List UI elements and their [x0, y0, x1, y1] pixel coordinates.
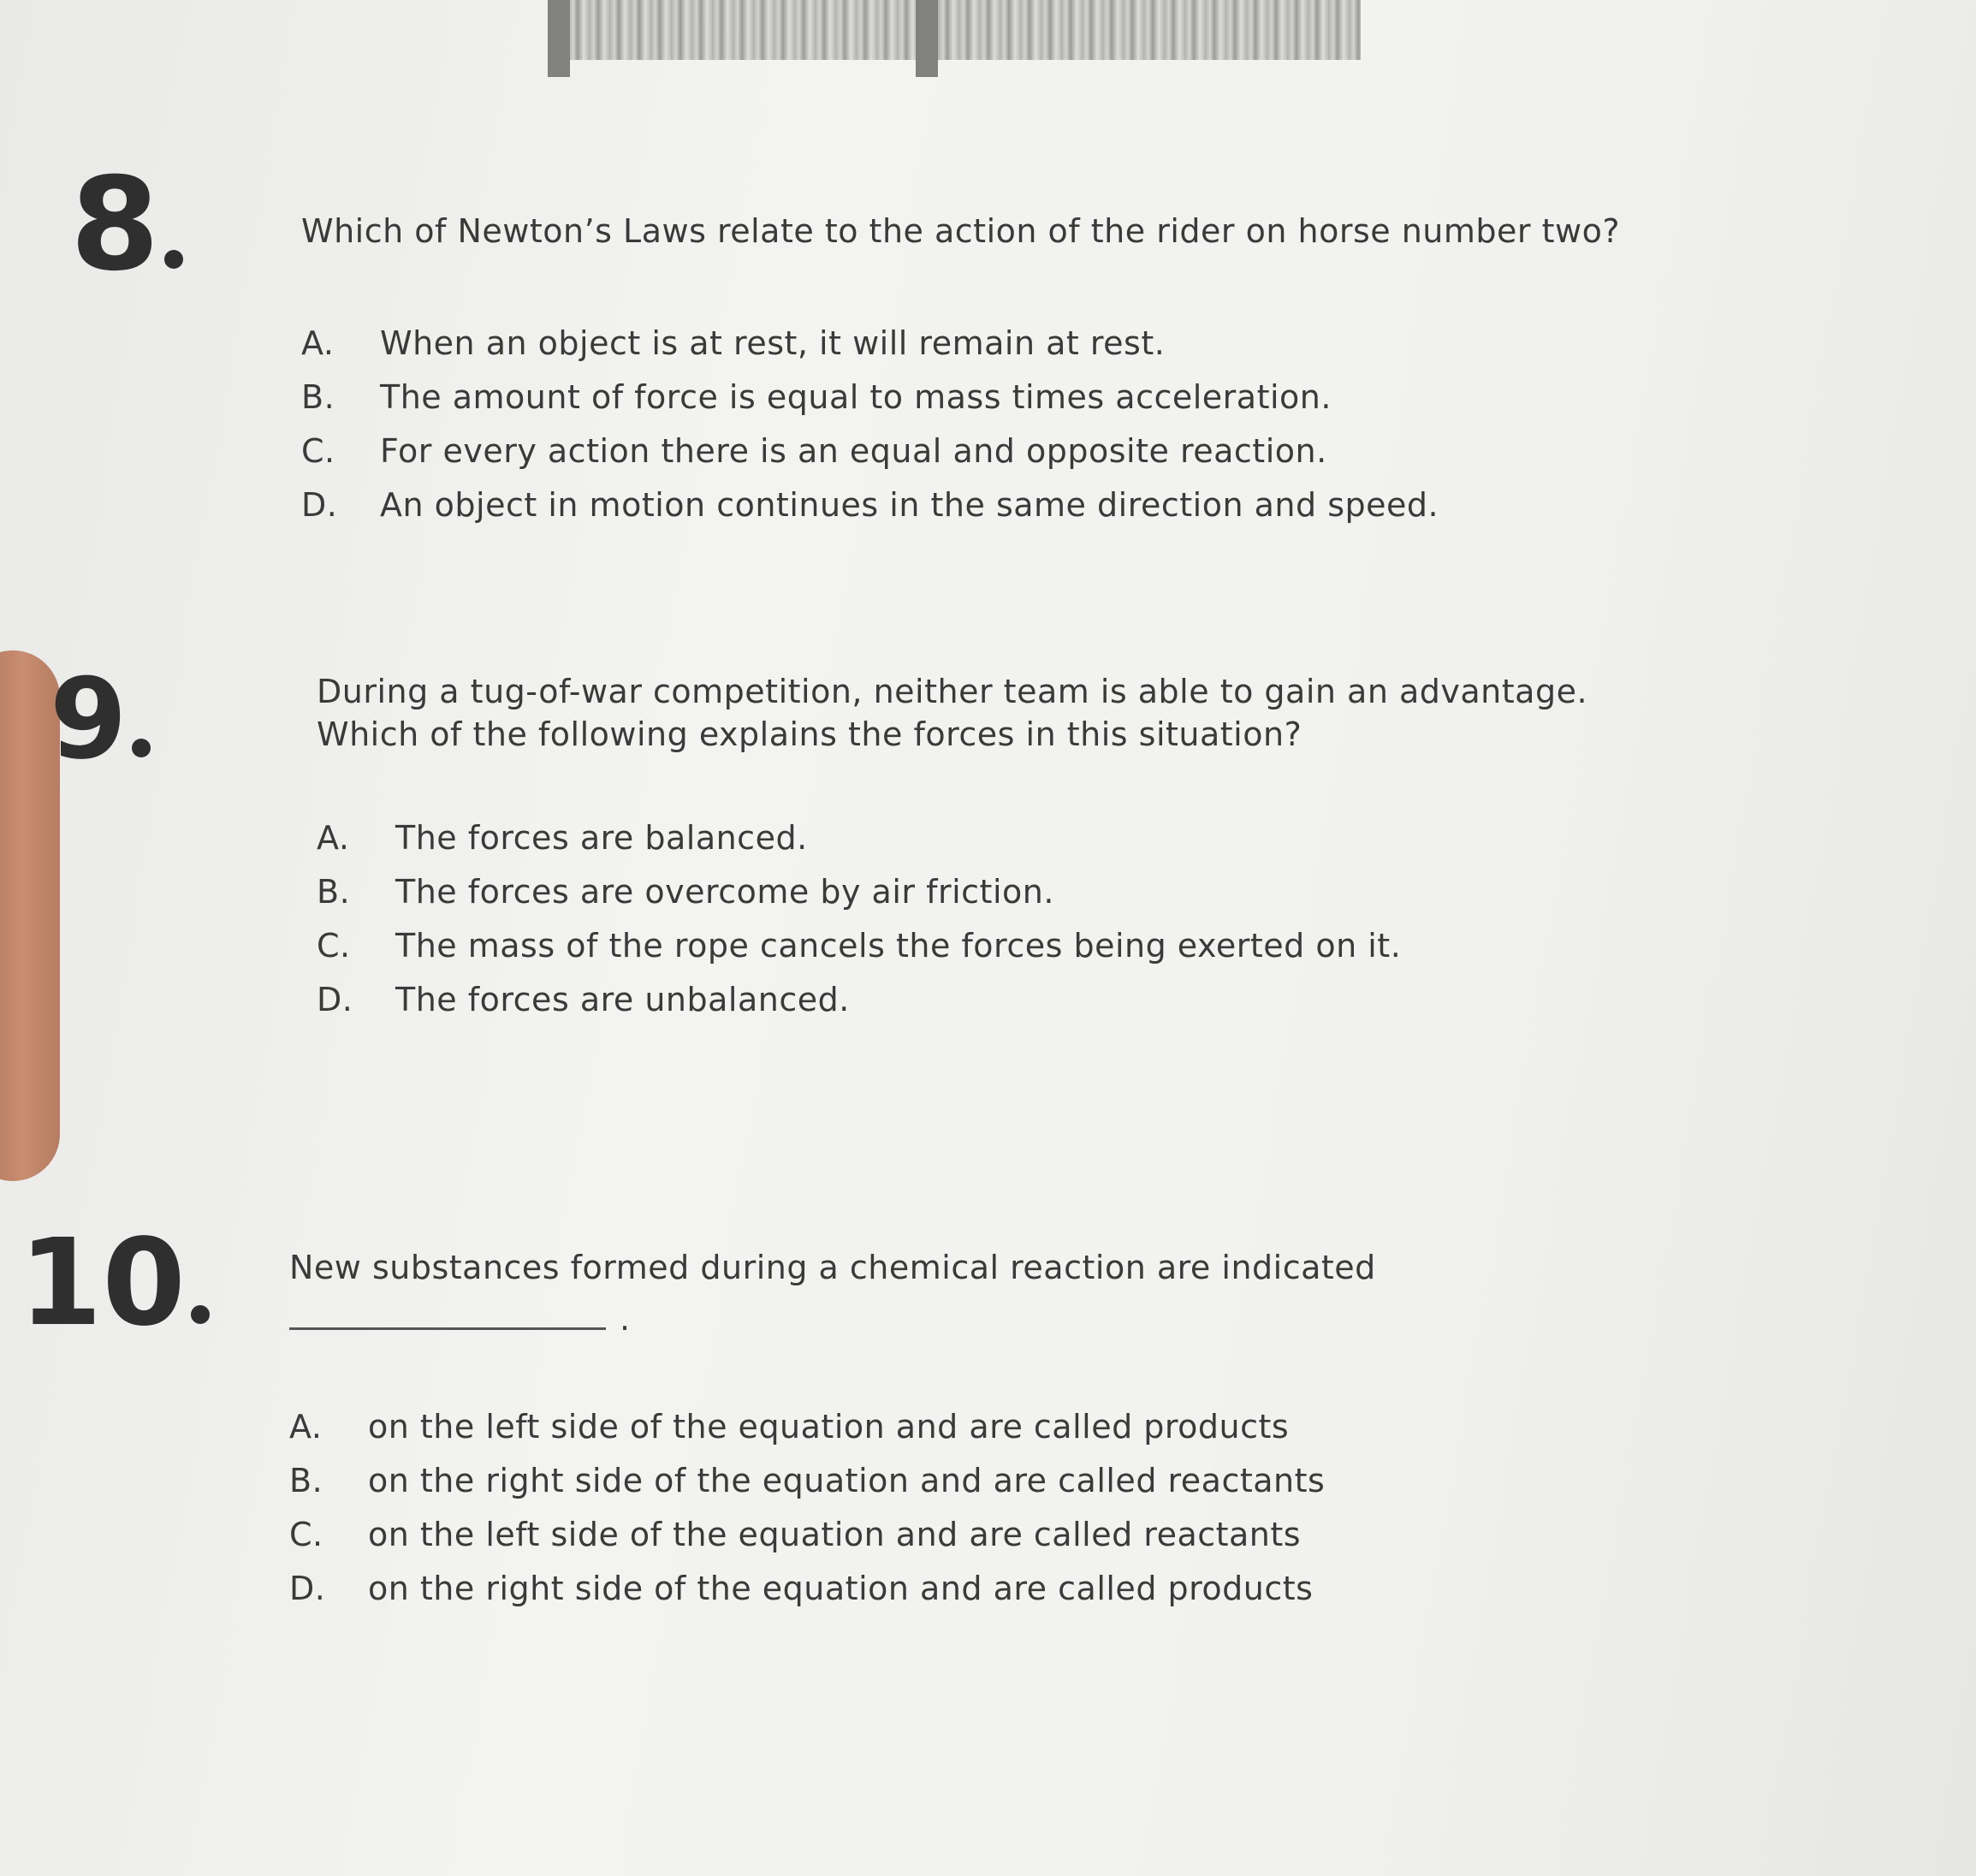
- choice-text: The forces are unbalanced.: [395, 981, 850, 1018]
- choice-d[interactable]: [301, 478, 1799, 532]
- choice-letter: A.: [317, 819, 350, 857]
- question-number-label: 8: [70, 151, 160, 300]
- question-number-label: 10: [19, 1214, 186, 1353]
- question-10-prompt: [289, 1246, 1830, 1340]
- choice-d[interactable]: [317, 973, 1814, 1027]
- number-dot: [132, 739, 151, 757]
- question-8-choices: [301, 317, 1799, 532]
- choice-b[interactable]: [301, 371, 1799, 424]
- question-number-10: [19, 1214, 210, 1353]
- question-10-choices: [289, 1400, 1787, 1616]
- question-number-9: [50, 654, 151, 784]
- choice-letter: D.: [317, 981, 353, 1018]
- question-10-prompt-text: New substances formed during a chemical reaction are indicated: [289, 1249, 1376, 1286]
- choice-text: The amount of force is equal to mass times acceleration.: [380, 378, 1332, 416]
- choice-text: on the left side of the equation and are called products: [368, 1408, 1290, 1446]
- question-9-prompt-line-2: Which of the following explains the forces in this situation?: [317, 715, 1302, 753]
- choice-letter: C.: [301, 432, 335, 470]
- choice-text: on the right side of the equation and are called reactants: [368, 1462, 1326, 1499]
- image-post: [916, 0, 938, 77]
- choice-letter: C.: [289, 1516, 323, 1553]
- number-dot: [164, 250, 183, 269]
- choice-letter: A.: [301, 324, 335, 362]
- choice-d[interactable]: [289, 1562, 1787, 1616]
- image-post: [548, 0, 570, 77]
- choice-text: For every action there is an equal and opposite reaction.: [380, 432, 1327, 470]
- question-9-choices: [317, 811, 1814, 1027]
- choice-text: The forces are balanced.: [395, 819, 808, 857]
- choice-letter: D.: [289, 1570, 326, 1607]
- question-8-prompt: Which of Newton’s Laws relate to the action of the rider on horse number two?: [301, 212, 1620, 250]
- choice-letter: C.: [317, 927, 351, 965]
- choice-a[interactable]: [301, 317, 1799, 371]
- choice-c[interactable]: [289, 1508, 1787, 1562]
- choice-c[interactable]: [301, 424, 1799, 478]
- choice-a[interactable]: [317, 811, 1814, 865]
- choice-text: on the left side of the equation and are called reactants: [368, 1516, 1302, 1553]
- choice-text: The forces are overcome by air friction.: [395, 873, 1054, 911]
- choice-text: An object in motion continues in the same direction and speed.: [380, 486, 1439, 524]
- blank-period: .: [620, 1300, 631, 1338]
- choice-text: The mass of the rope cancels the forces being exerted on it.: [395, 927, 1402, 965]
- answer-blank-line[interactable]: [289, 1297, 1830, 1340]
- choice-letter: B.: [301, 378, 335, 416]
- choice-b[interactable]: [317, 865, 1814, 919]
- choice-letter: B.: [317, 873, 351, 911]
- choice-c[interactable]: [317, 919, 1814, 973]
- choice-a[interactable]: [289, 1400, 1787, 1454]
- worksheet-image-fragment: [548, 0, 1361, 60]
- answer-blank[interactable]: [289, 1302, 606, 1330]
- number-dot: [191, 1305, 210, 1324]
- choice-text: When an object is at rest, it will remain at rest.: [380, 324, 1166, 362]
- question-number-8: [70, 151, 183, 300]
- choice-letter: D.: [301, 486, 338, 524]
- question-number-label: 9: [50, 654, 128, 784]
- question-9-prompt: [317, 670, 1857, 756]
- question-9-prompt-line-1: During a tug-of-war competition, neither team is able to gain an advantage.: [317, 673, 1588, 710]
- choice-letter: B.: [289, 1462, 323, 1499]
- choice-letter: A.: [289, 1408, 323, 1446]
- choice-b[interactable]: [289, 1454, 1787, 1508]
- choice-text: on the right side of the equation and are called products: [368, 1570, 1314, 1607]
